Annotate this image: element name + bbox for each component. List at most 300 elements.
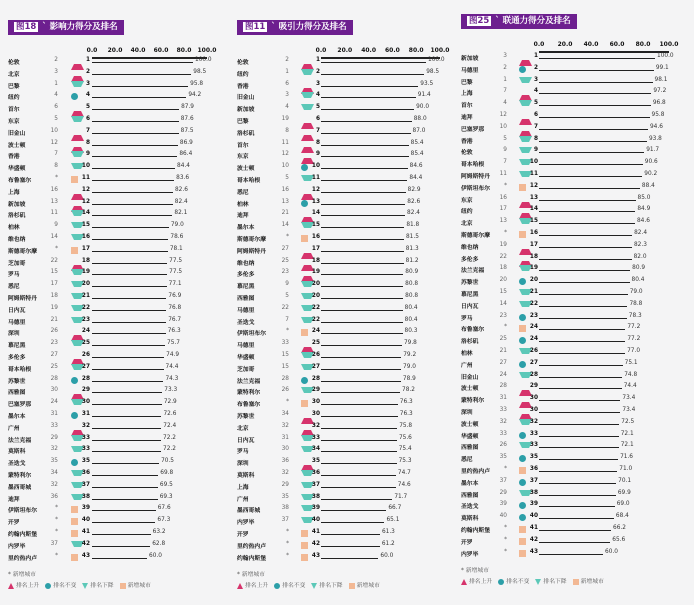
previous-rank: * (504, 230, 507, 236)
city-name: 里约热内卢 (237, 543, 266, 550)
table-row (8, 68, 225, 80)
current-rank: 42 (311, 540, 320, 547)
score-value: 80.4 (404, 304, 418, 311)
city-name: 约翰内斯堡 (237, 555, 266, 562)
score-bar (321, 215, 405, 216)
previous-rank: 32 (50, 481, 58, 488)
score-bar (321, 499, 392, 500)
score-value: 80.9 (632, 265, 646, 272)
score-value: 79.0 (170, 222, 184, 229)
previous-rank: 13 (50, 198, 58, 205)
table-row (237, 540, 458, 552)
city-name: 香港 (8, 154, 20, 161)
legend-label: 排名下降 (543, 579, 567, 586)
score-value: 82.0 (633, 253, 647, 260)
score-bar (321, 333, 403, 334)
current-rank: 1 (85, 57, 90, 63)
score-value: 93.8 (648, 135, 662, 142)
score-value: 82.4 (634, 230, 648, 236)
previous-rank: 33 (50, 422, 58, 429)
city-name: 苏黎世 (8, 378, 26, 385)
previous-rank: 31 (281, 434, 289, 441)
rank-same-icon (519, 278, 526, 285)
city-name: 墨尔本 (461, 480, 479, 487)
score-value: 76.8 (168, 304, 182, 311)
table-row (8, 410, 225, 422)
table-row (461, 111, 687, 123)
city-name: 柏林 (461, 351, 473, 357)
current-rank: 16 (81, 234, 90, 240)
city-name: 上海 (237, 484, 249, 491)
current-rank: 24 (81, 328, 90, 335)
score-bar (92, 133, 179, 134)
score-value: 80.3 (404, 328, 418, 335)
table-row (461, 123, 687, 135)
score-bar (321, 156, 409, 157)
score-value: 74.3 (165, 375, 179, 382)
score-bar (539, 306, 627, 307)
rank-new-icon (301, 542, 308, 549)
current-rank: 5 (85, 104, 90, 111)
current-rank: 41 (529, 525, 538, 531)
score-bar (92, 333, 166, 334)
score-value: 78.3 (628, 312, 642, 319)
score-value: 74.6 (397, 481, 411, 488)
legend-note: * 新增城市 (237, 572, 265, 579)
score-value: 78.9 (402, 375, 416, 382)
table-row (461, 441, 687, 453)
city-name: 苏黎世 (237, 414, 255, 420)
score-bar (539, 58, 655, 59)
previous-rank: 32 (499, 418, 507, 425)
score-bar (321, 475, 396, 476)
score-value: 75.1 (624, 359, 638, 366)
score-bar (92, 239, 168, 240)
previous-rank: 16 (281, 186, 289, 193)
legend-note: * 新增城市 (461, 568, 489, 575)
score-bar (92, 357, 164, 358)
table-row (8, 268, 225, 280)
score-value: 80.4 (404, 316, 418, 323)
current-rank: 37 (81, 481, 90, 488)
city-name: 墨西哥城 (237, 508, 261, 515)
score-value: 70.5 (161, 458, 174, 465)
table-row (237, 198, 458, 210)
axis-tick-label: 60.0 (384, 47, 400, 54)
city-name: 墨尔本 (8, 414, 26, 420)
current-rank: 22 (311, 316, 320, 323)
previous-rank: 10 (281, 163, 289, 170)
previous-rank: 36 (281, 458, 289, 465)
rank-same-icon (71, 459, 78, 466)
score-bar (92, 286, 167, 287)
score-value: 82.1 (174, 210, 188, 217)
table-row (237, 481, 458, 493)
rank-new-icon (519, 538, 526, 545)
table-row (8, 174, 225, 186)
previous-rank: * (55, 529, 58, 535)
previous-rank: 18 (50, 293, 58, 299)
score-bar (539, 530, 611, 531)
current-rank: 20 (311, 293, 320, 299)
table-row (461, 205, 687, 217)
previous-rank: 31 (50, 411, 58, 417)
score-value: 74.4 (623, 383, 637, 390)
rank-new-icon (71, 176, 78, 183)
previous-rank: 24 (50, 399, 58, 406)
chart-title (8, 20, 124, 35)
score-bar (539, 211, 635, 212)
legend-item-same (45, 583, 76, 589)
axis-tick-label: 80.0 (176, 47, 192, 54)
table-row (237, 304, 458, 316)
previous-rank: 3 (54, 68, 58, 75)
score-value: 78.2 (402, 387, 415, 394)
city-name: 维也纳 (237, 260, 255, 267)
previous-rank: * (504, 324, 507, 331)
table-row (461, 548, 687, 560)
score-value: 82.4 (407, 210, 420, 217)
current-rank: 22 (81, 304, 90, 311)
city-name: 内罗毕 (8, 543, 26, 550)
previous-rank: * (55, 245, 58, 252)
table-row (461, 76, 687, 88)
legend-label: 排名不变 (282, 583, 306, 590)
score-value: 97.2 (653, 88, 667, 95)
previous-rank: 17 (50, 281, 58, 288)
city-name: 法兰克福 (8, 437, 32, 444)
city-name: 蒙特利尔 (8, 473, 32, 479)
city-name: 内罗毕 (461, 551, 479, 558)
table-row (461, 335, 687, 347)
table-row (8, 209, 225, 221)
rank-new-icon (71, 554, 78, 561)
previous-rank: 11 (50, 210, 58, 217)
city-name: 首尔 (461, 103, 473, 110)
previous-rank: 10 (50, 127, 58, 134)
rank-same-icon (519, 455, 526, 462)
legend-item-same (274, 583, 305, 589)
current-rank: 29 (529, 383, 538, 390)
score-value: 84.9 (637, 206, 651, 213)
score-value: 83.6 (176, 175, 190, 181)
current-rank: 30 (311, 399, 320, 406)
table-row (237, 528, 458, 540)
table-row (461, 253, 687, 265)
table-row (461, 52, 687, 64)
current-rank: 21 (81, 293, 90, 299)
current-rank: 1 (315, 57, 320, 63)
rank-same-icon (301, 377, 308, 384)
current-rank: 29 (81, 387, 90, 394)
city-name: 洛杉矶 (461, 339, 479, 346)
score-value: 72.2 (163, 446, 176, 453)
city-name: 巴塞罗那 (461, 126, 485, 133)
table-row (461, 512, 687, 524)
table-row (237, 445, 458, 457)
current-rank: 26 (81, 352, 90, 358)
score-bar (92, 227, 169, 228)
city-name: 华盛顿 (237, 355, 255, 361)
previous-rank: 7 (503, 159, 507, 166)
rank-same-icon (519, 514, 526, 521)
city-name: 马德里 (461, 67, 479, 74)
score-value: 98.5 (426, 68, 440, 75)
city-name: 多伦多 (237, 272, 255, 279)
table-row (461, 158, 687, 170)
city-name: 纽约 (237, 71, 249, 78)
current-rank: 9 (85, 151, 90, 158)
rank-new-icon (71, 518, 78, 525)
score-bar (92, 451, 161, 452)
score-value: 65.6 (612, 536, 626, 543)
table-row (461, 312, 687, 324)
previous-rank: * (504, 182, 507, 189)
city-name: 北京 (8, 71, 20, 78)
table-row (237, 245, 458, 257)
score-value: 80.8 (405, 293, 419, 299)
city-name: 蒙特利尔 (237, 390, 261, 397)
current-rank: 4 (533, 88, 538, 95)
score-value: 84.6 (636, 218, 650, 225)
city-name: 悉尼 (237, 189, 249, 196)
table-row (461, 465, 687, 477)
score-value: 94.2 (188, 92, 202, 99)
current-rank: 41 (311, 529, 320, 535)
score-value: 72.1 (620, 442, 634, 449)
table-row (461, 359, 687, 371)
legend-item-down (82, 583, 113, 589)
score-bar (321, 192, 406, 193)
axis-tick-label: 100.0 (430, 47, 450, 54)
score-value: 80.4 (631, 277, 645, 284)
city-name: 约翰内斯堡 (8, 532, 37, 538)
score-bar (92, 310, 166, 311)
previous-rank: 26 (499, 442, 507, 449)
city-name: 蒙特利尔 (461, 398, 485, 405)
score-value: 81.5 (405, 234, 419, 240)
city-name: 莫斯科 (461, 516, 479, 523)
previous-rank: 36 (50, 493, 58, 500)
table-row (8, 386, 225, 398)
rank-new-icon (301, 235, 308, 242)
score-value: 100.0 (657, 53, 674, 59)
score-bar (539, 247, 632, 248)
rank-new-icon (519, 231, 526, 238)
current-rank: 37 (529, 477, 538, 484)
city-name: 里约热内卢 (461, 469, 490, 475)
previous-rank: * (286, 328, 289, 335)
score-bar (321, 322, 403, 323)
city-name: 约翰内斯堡 (461, 528, 490, 534)
score-value: 88.0 (413, 116, 427, 122)
axis-tick-label: 40.0 (361, 47, 376, 54)
table-row (461, 241, 687, 253)
previous-rank: 39 (499, 501, 507, 508)
rank-new-icon (301, 554, 308, 561)
score-bar (539, 152, 644, 153)
city-name: 波士顿 (461, 421, 479, 428)
city-name: 波士顿 (237, 166, 255, 173)
table-row (8, 528, 225, 540)
score-bar (321, 239, 404, 240)
table-row (8, 445, 225, 457)
city-name: 哥本哈根 (237, 178, 261, 184)
score-value: 80.8 (405, 281, 419, 288)
score-value: 95.8 (651, 112, 665, 118)
score-bar (321, 121, 412, 122)
current-rank: 23 (81, 316, 90, 323)
city-name: 东京 (8, 119, 20, 125)
current-rank: 31 (81, 411, 90, 417)
current-rank: 9 (533, 147, 538, 154)
city-name: 莫斯科 (8, 449, 26, 456)
city-name: 斯德哥尔摩 (8, 248, 37, 255)
rank-same-icon (519, 314, 526, 321)
table-row (237, 327, 458, 339)
previous-rank: 32 (281, 470, 289, 476)
city-name: 哥本哈根 (8, 366, 32, 373)
city-name: 旧金山 (461, 374, 479, 381)
score-bar (321, 451, 397, 452)
previous-rank: 25 (499, 336, 507, 343)
previous-rank: 26 (281, 387, 289, 394)
legend (8, 580, 157, 589)
table-row (461, 99, 687, 111)
table-row (8, 280, 225, 292)
score-value: 73.3 (164, 387, 178, 394)
score-bar (92, 322, 166, 323)
score-value: 86.4 (179, 151, 193, 158)
score-value: 67.6 (157, 505, 171, 512)
score-bar (321, 392, 400, 393)
score-bar (92, 156, 177, 157)
score-value: 85.0 (637, 194, 651, 201)
previous-rank: * (55, 517, 58, 524)
current-rank: 11 (529, 171, 538, 177)
score-bar (539, 282, 630, 283)
score-bar (321, 180, 407, 181)
previous-rank: 4 (54, 92, 58, 99)
score-bar (321, 522, 384, 523)
current-rank: 22 (529, 300, 538, 307)
current-rank: 8 (85, 139, 90, 146)
previous-rank: 29 (499, 489, 507, 496)
legend-new-icon (349, 583, 355, 589)
table-row (461, 524, 687, 536)
table-row (8, 304, 225, 316)
current-rank: 32 (311, 422, 320, 429)
table-row (461, 453, 687, 465)
previous-rank: * (504, 525, 507, 531)
rank-new-icon (71, 247, 78, 254)
score-bar (539, 105, 651, 106)
table-row (461, 135, 687, 147)
current-rank: 10 (311, 163, 320, 170)
current-rank: 25 (311, 340, 320, 347)
table-row (8, 398, 225, 410)
current-rank: 41 (81, 529, 90, 535)
current-rank: 23 (529, 312, 538, 319)
score-value: 87.9 (181, 104, 194, 111)
previous-rank: 17 (499, 206, 507, 213)
figure-number: 图18 (16, 22, 37, 32)
table-row (8, 245, 225, 257)
legend-down-icon (535, 579, 541, 585)
score-bar (539, 93, 651, 94)
score-value: 75.4 (398, 446, 412, 453)
city-name: 深圳 (461, 410, 473, 416)
legend-label: 排名不变 (53, 583, 77, 590)
score-value: 72.1 (620, 430, 634, 437)
legend-label: 新增城市 (127, 583, 151, 590)
score-value: 69.3 (159, 493, 173, 500)
score-value: 87.5 (180, 127, 194, 134)
current-rank: 19 (81, 269, 90, 276)
score-value: 60.0 (149, 552, 162, 559)
table-row (237, 504, 458, 516)
city-name: 深圳 (237, 461, 249, 468)
rank-new-icon (519, 325, 526, 332)
city-name: 北京 (461, 221, 473, 228)
previous-rank: 25 (50, 363, 58, 370)
score-value: 76.3 (399, 411, 413, 417)
score-bar (539, 436, 619, 437)
rank-same-icon (519, 502, 526, 509)
score-bar (92, 522, 155, 523)
legend-same-icon (498, 579, 504, 585)
previous-rank: 30 (281, 446, 289, 453)
city-name: 阿姆斯特丹 (237, 248, 266, 255)
current-rank: 35 (311, 458, 320, 465)
city-name: 迪拜 (237, 213, 249, 220)
current-rank: 28 (529, 371, 538, 378)
legend-item-up (8, 583, 39, 589)
table-row (237, 150, 458, 162)
score-bar (321, 227, 404, 228)
table-row (237, 316, 458, 328)
rank-same-icon (71, 93, 78, 100)
table-row (237, 103, 458, 115)
city-name: 华盛顿 (8, 166, 26, 173)
legend-item-new (573, 579, 604, 585)
current-rank: 42 (81, 540, 90, 547)
score-bar (92, 274, 167, 275)
previous-rank: 9 (54, 222, 58, 229)
city-name: 斯德哥尔摩 (237, 237, 266, 243)
current-rank: 43 (311, 552, 320, 559)
legend-up-icon (461, 579, 467, 585)
score-value: 75.7 (167, 340, 180, 347)
score-bar (92, 345, 165, 346)
city-name: 新加坡 (461, 56, 479, 62)
score-bar (321, 168, 408, 169)
previous-rank: 28 (281, 375, 289, 382)
score-bar (321, 251, 404, 252)
title-mark: ` (271, 22, 279, 32)
score-value: 95.8 (190, 80, 204, 87)
score-value: 60.0 (380, 552, 394, 559)
figure-number: 图25 (469, 16, 490, 26)
table-row (8, 162, 225, 174)
city-name: 伦敦 (237, 60, 249, 66)
score-value: 68.4 (615, 513, 629, 520)
score-value: 65.1 (386, 517, 400, 524)
score-bar (539, 400, 620, 401)
rank-new-icon (519, 467, 526, 474)
score-value: 71.7 (394, 493, 408, 500)
score-bar (92, 369, 164, 370)
